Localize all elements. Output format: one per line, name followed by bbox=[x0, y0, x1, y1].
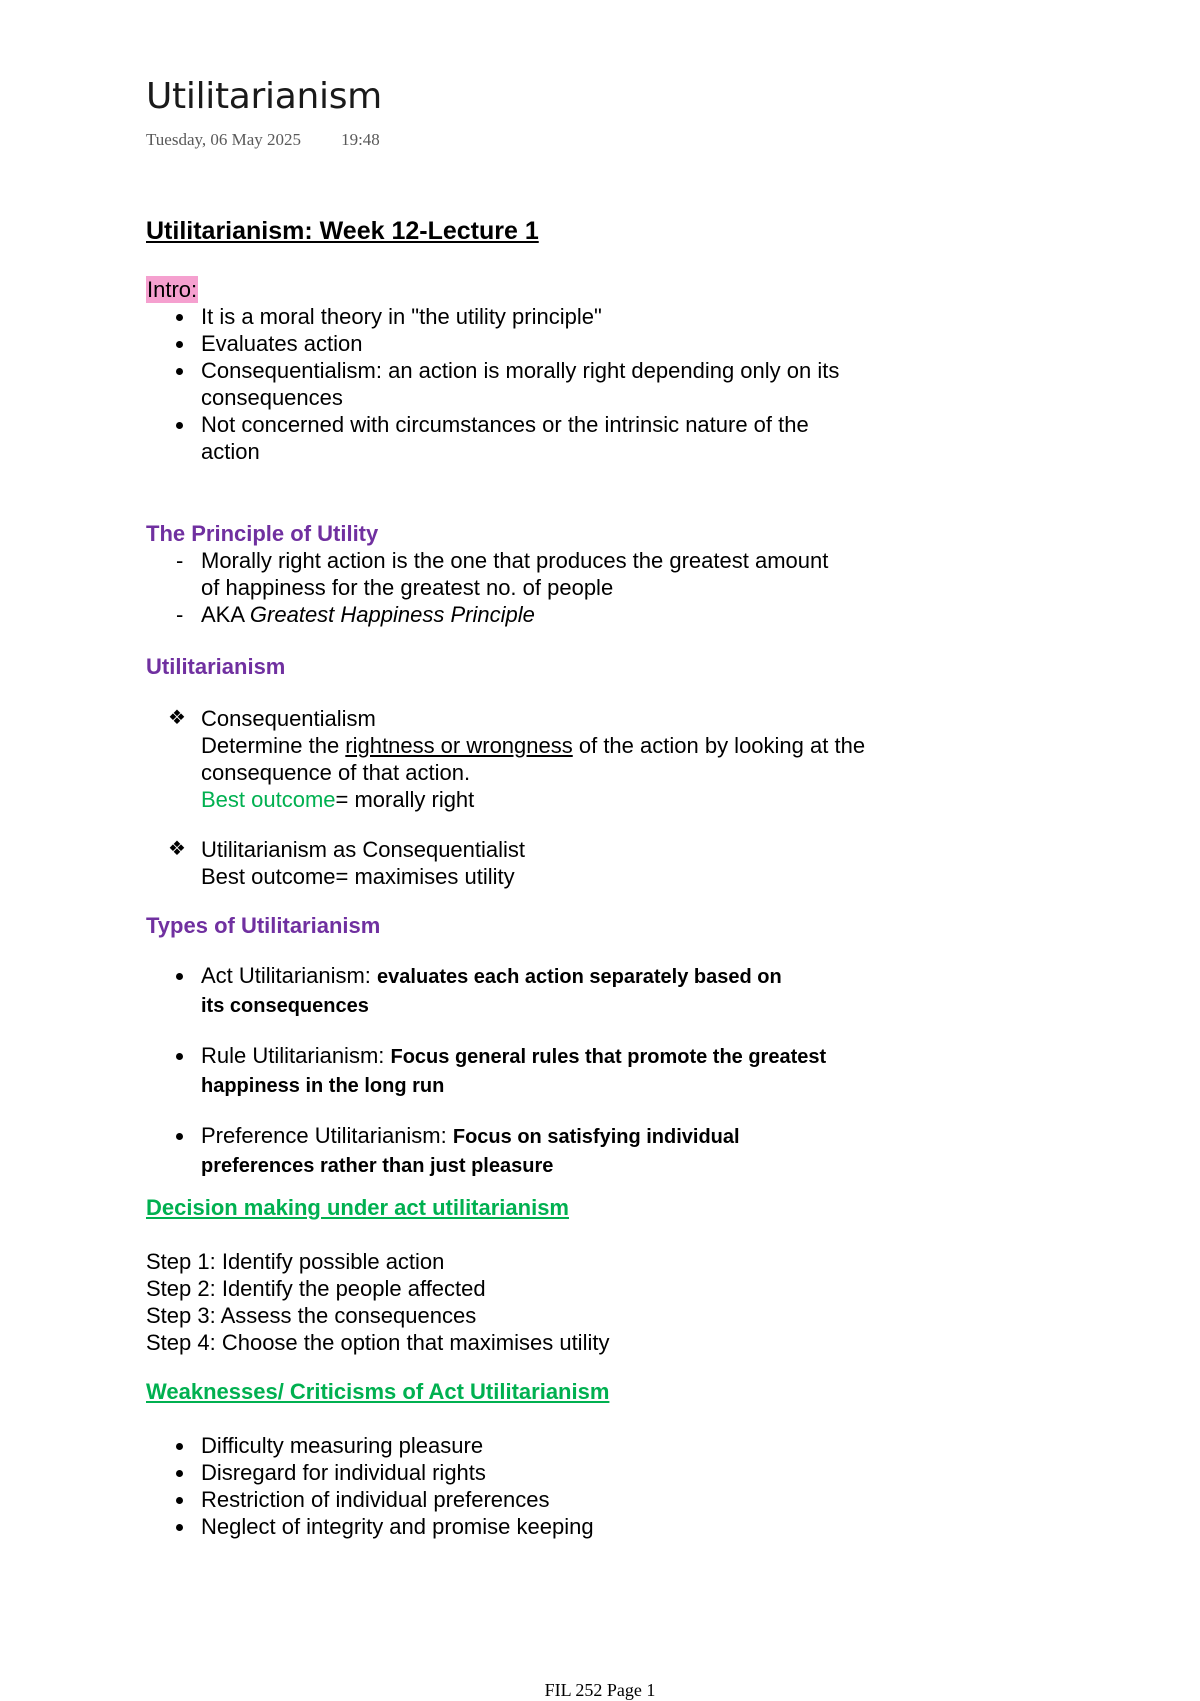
page-title: Utilitarianism bbox=[146, 76, 382, 117]
principle-item-prefix: AKA bbox=[201, 602, 250, 627]
lecture-heading: Utilitarianism: Week 12-Lecture 1 bbox=[146, 217, 539, 245]
types-heading: Types of Utilitarianism bbox=[146, 913, 381, 938]
weaknesses-list bbox=[146, 1432, 1046, 1540]
list-item: Difficulty measuring pleasure bbox=[146, 1432, 1046, 1459]
step-item: Step 2: Identify the people affected bbox=[146, 1276, 486, 1301]
intro-label: Intro: bbox=[147, 277, 198, 302]
principle-list bbox=[146, 547, 1046, 628]
spacer bbox=[146, 1020, 1046, 1042]
decision-heading: Decision making under act utilitarianism bbox=[146, 1195, 569, 1220]
type-desc: evaluates each action separately based on its consequences bbox=[201, 966, 782, 1017]
list-item bbox=[146, 836, 1046, 890]
spacer bbox=[146, 813, 1046, 836]
page-footer: FIL 252 Page 1 bbox=[544, 1680, 656, 1700]
green-phrase: Best outcome bbox=[201, 787, 336, 812]
list-item: Rule Utilitarianism: Focus general rules that promote the greatest happiness in the long run bbox=[146, 1042, 831, 1100]
list-item bbox=[146, 547, 841, 601]
dash-bullet: - bbox=[176, 602, 184, 627]
step-item: Step 3: Assess the consequences bbox=[146, 1303, 477, 1328]
list-item: Disregard for individual rights bbox=[146, 1459, 1046, 1486]
item-description: Determine the rightness or wrongness of the action by looking at the consequence of that action. bbox=[201, 733, 866, 785]
type-desc: Focus on satisfying individual preferences rather than just pleasure bbox=[201, 1126, 740, 1177]
list-item: It is a moral theory in "the utility principle" bbox=[146, 303, 1046, 330]
item-description: Best outcome= maximises utility bbox=[201, 864, 515, 889]
page-date: Tuesday, 06 May 2025 bbox=[146, 130, 302, 149]
page-time: 19:48 bbox=[341, 130, 380, 149]
list-item: Neglect of integrity and promise keeping bbox=[146, 1513, 1046, 1540]
weaknesses-heading: Weaknesses/ Criticisms of Act Utilitarianism bbox=[146, 1379, 610, 1404]
step-item: Step 1: Identify possible action bbox=[146, 1249, 445, 1274]
dash-bullet: - bbox=[176, 548, 184, 573]
list-item: Act Utilitarianism: evaluates each action separately based on its consequences bbox=[146, 962, 801, 1020]
note-body bbox=[146, 216, 1046, 1540]
list-item bbox=[146, 705, 881, 813]
consequentialism-list bbox=[146, 705, 1046, 890]
type-desc: Focus general rules that promote the greatest happiness in the long run bbox=[201, 1046, 827, 1097]
principle-item-text: Morally right action is the one that produces the greatest amount of happiness for the greatest no. of people bbox=[201, 548, 829, 600]
utilitarianism-heading: Utilitarianism bbox=[146, 654, 286, 679]
list-item: Evaluates action bbox=[146, 330, 1046, 357]
item-title: Utilitarianism as Consequentialist bbox=[201, 837, 526, 862]
underlined-phrase: rightness or wrongness bbox=[345, 733, 573, 758]
principle-heading: The Principle of Utility bbox=[146, 521, 379, 546]
list-item: Consequentialism: an action is morally right depending only on its consequences bbox=[146, 357, 901, 411]
list-item bbox=[146, 601, 1046, 628]
diamond-bullet-icon: ❖ bbox=[168, 838, 186, 860]
diamond-bullet-icon: ❖ bbox=[168, 707, 186, 729]
spacer bbox=[146, 1100, 1046, 1122]
step-item: Step 4: Choose the option that maximises utility bbox=[146, 1330, 610, 1355]
item-outcome: Best outcome= morally right bbox=[201, 787, 475, 812]
list-item: Not concerned with circumstances or the intrinsic nature of the action bbox=[146, 411, 821, 465]
intro-list bbox=[146, 303, 1046, 465]
item-title: Consequentialism bbox=[201, 706, 376, 731]
types-list bbox=[146, 962, 1046, 1180]
steps-list bbox=[146, 1248, 1046, 1356]
list-item: Restriction of individual preferences bbox=[146, 1486, 1046, 1513]
page-meta bbox=[146, 130, 380, 150]
principle-item-italic: Greatest Happiness Principle bbox=[249, 602, 535, 627]
list-item: Preference Utilitarianism: Focus on satisfying individual preferences rather than just pleasure bbox=[146, 1122, 781, 1180]
